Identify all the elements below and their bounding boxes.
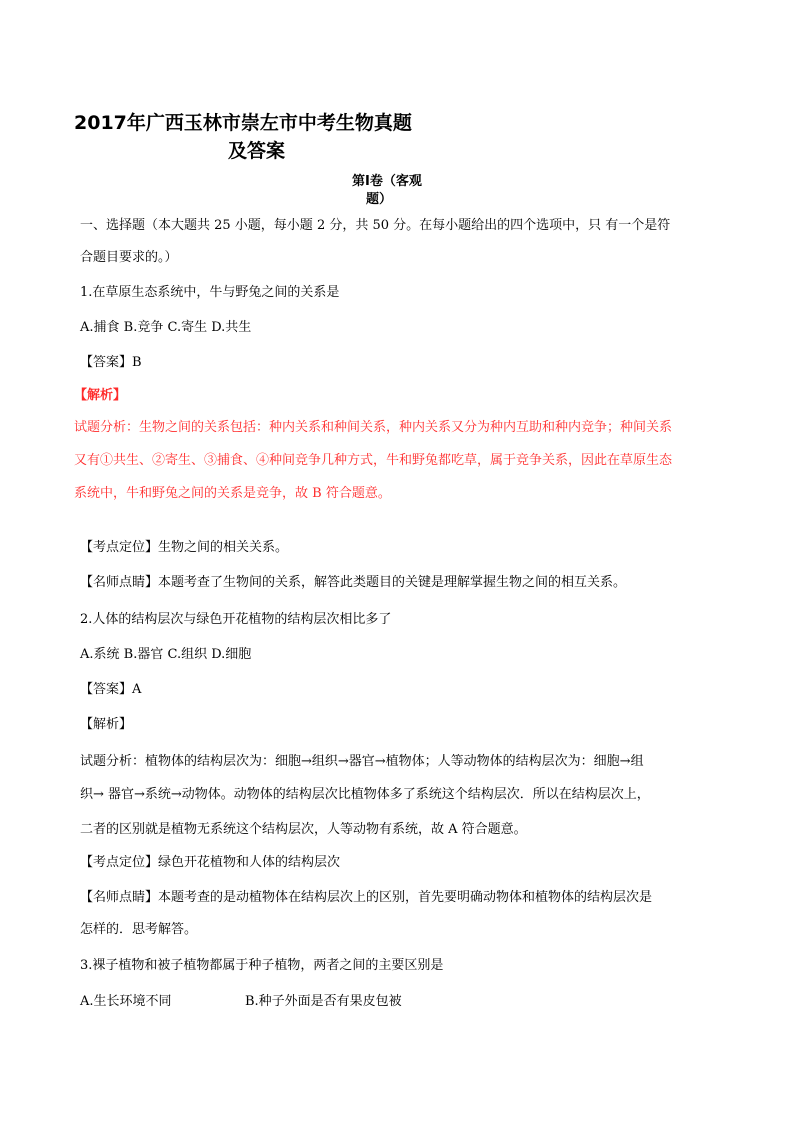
q2-analysis-label: 【解析】	[80, 717, 133, 732]
q1-analysis-label: 【解析】	[74, 388, 127, 403]
q2-answer: 【答案】A	[80, 682, 142, 697]
section-heading-line2: 题）	[366, 192, 393, 207]
intro-line2: 合题目要求的。）	[80, 250, 178, 265]
q2-mingshi-line2: 怎样的．思考解答。	[80, 922, 198, 937]
q2-analysis-line1: 试题分析：植物体的结构层次为：细胞→组织→器官→植物体；人等动物体的结构层次为：细胞→组	[80, 754, 644, 769]
q1-options: A.捕食 B.竞争 C.寄生 D.共生	[80, 320, 252, 335]
q3-stem: 3.裸子植物和被子植物都属于种子植物，两者之间的主要区别是	[80, 958, 444, 973]
q2-mingshi-line1: 【名师点睛】本题考查的是动植物体在结构层次上的区别，首先要明确动物体和植物体的结构层次是	[80, 890, 653, 905]
doc-title-line1: 2017年广西玉林市崇左市中考生物真题	[74, 112, 412, 134]
q2-stem: 2.人体的结构层次与绿色开花植物的结构层次相比多了	[80, 612, 392, 627]
q1-answer: 【答案】B	[80, 355, 142, 370]
q2-analysis-line2: 织→ 器官→系统→动物体。动物体的结构层次比植物体多了系统这个结构层次．所以在结构层次上，	[80, 787, 650, 802]
q1-stem: 1.在草原生态系统中，牛与野兔之间的关系是	[80, 285, 340, 300]
q1-analysis-line2: 又有①共生、②寄生、③捕食、④种间竞争几种方式，牛和野兔都吃草，属于竞争关系，因此在草原生态	[74, 453, 673, 468]
section-heading-line1: 第Ⅰ卷（客观	[352, 174, 422, 189]
q1-kaodian: 【考点定位】生物之间的相关关系。	[80, 540, 289, 555]
q1-analysis-line3: 系统中，牛和野兔之间的关系是竞争，故 B 符合题意。	[74, 486, 391, 501]
q1-mingshi: 【名师点睛】本题考查了生物间的关系，解答此类题目的关键是理解掌握生物之间的相互关系。	[80, 575, 627, 590]
q2-kaodian: 【考点定位】绿色开花植物和人体的结构层次	[80, 855, 341, 870]
intro-line1: 一、选择题（本大题共 25 小题，每小题 2 分，共 50 分。在每小题给出的四个选项中，只 有一个是符	[80, 218, 671, 233]
q3-option-b: B.种子外面是否有果皮包被	[245, 994, 402, 1009]
q2-analysis-line3: 二者的区别就是植物无系统这个结构层次，人等动物有系统，故 A 符合题意。	[80, 822, 527, 837]
q1-analysis-line1: 试题分析：生物之间的关系包括：种内关系和种间关系，种内关系又分为种内互助和种内竞争；种间关系	[74, 420, 673, 435]
doc-title-line2: 及答案	[228, 140, 286, 162]
q3-option-a: A.生长环境不同	[80, 994, 172, 1009]
q2-options: A.系统 B.器官 C.组织 D.细胞	[80, 647, 252, 662]
